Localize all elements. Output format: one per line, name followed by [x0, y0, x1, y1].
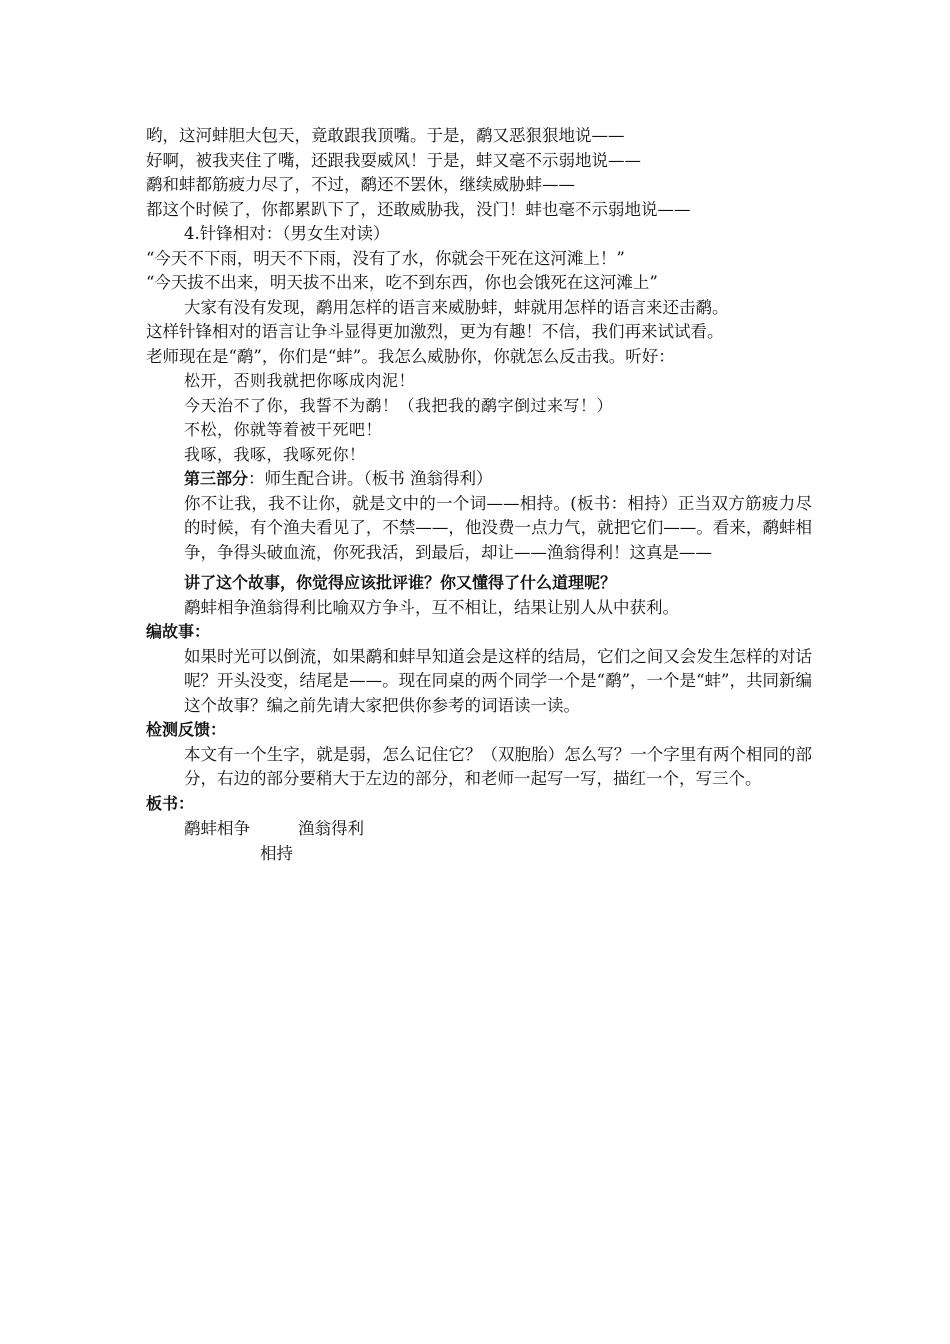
- teacher-line-2: 今天治不了你，我誓不为鹬！（我把我的鹬字倒过来写！）: [184, 395, 614, 415]
- board-heading: 板书：: [146, 793, 195, 813]
- discover-line-3: 老师现在是“鹬”，你们是“蚌”。我怎么威胁你，你就怎么反击我。听好：: [146, 346, 675, 366]
- part-3-rest: ：师生配合讲。（板书 渔翁得利）: [248, 469, 493, 488]
- board-center: 相持: [260, 844, 293, 863]
- teacher-line-3: 不松，你就等着被干死吧！: [184, 420, 383, 439]
- dialogue-line-4: 都这个时候了，你都累趴下了，还敢威胁我，没门！蚌也毫不示弱地说——: [146, 199, 691, 219]
- part-3-heading: [146, 467, 812, 492]
- part-3-label: 第三部分: [184, 469, 249, 488]
- dialogue-line-3: 鹬和蚌都筋疲力尽了，不过，鹬还不罢休，继续威胁蚌——: [146, 175, 575, 194]
- board-right: 渔翁得利: [298, 818, 364, 838]
- teacher-line-1: 松开，否则我就把你啄成肉泥！: [184, 371, 416, 390]
- board-left: 鹬蚌相争: [184, 818, 250, 838]
- moral-line: 鹬蚌相争渔翁得利比喻双方争斗，互不相让，结果让别人从中获利。: [184, 597, 679, 617]
- dialogue-line-1: 哟，这河蚌胆大包天，竟敢跟我顶嘴。于是，鹬又恶狠狠地说——: [146, 126, 625, 145]
- feedback-paragraph: 本文有一个生字，就是弱，怎么记住它？（双胞胎）怎么写？一个字里有两个相同的部分，右边的部分要稍大于左边的部分，和老师一起写一写，描红一个，写三个。: [184, 744, 812, 788]
- discover-line-1: 大家有没有发现，鹬用怎样的语言来威胁蚌，蚌就用怎样的语言来还击鹬。: [184, 297, 729, 317]
- section-4-title: 4.针锋相对：（男女生对读）: [184, 224, 390, 243]
- feedback-heading: 检测反馈：: [146, 720, 227, 739]
- quote-egret: “今天不下雨，明天不下雨，没有了水，你就会干死在这河滩上！”: [146, 248, 625, 268]
- board-row: [146, 816, 812, 842]
- lesson-text: [146, 124, 812, 868]
- question-line: 讲了这个故事，你觉得应该批评谁？你又懂得了什么道理呢？: [184, 573, 617, 592]
- teacher-line-4: 我啄，我啄，我啄死你！: [184, 444, 366, 464]
- story-paragraph: 如果时光可以倒流，如果鹬和蚌早知道会是这样的结局，它们之间又会发生怎样的对话呢？开头没变，结尾是——。现在同桌的两个同学一个是“鹬”，一个是“蚌”，共同新编这个故事？编之前先请大家把供你参考的词语读一读。: [184, 646, 812, 715]
- story-heading: 编故事：: [146, 622, 211, 641]
- part-3-paragraph: 你不让我，我不让你，就是文中的一个词——相持。(板书：相持）正当双方筋疲力尽的时候，有个渔夫看见了，不禁——，他没费一点力气，就把它们——。看来，鹬蚌相争，争得头破血流，你死我活，到最后，却让——渔翁得利！这真是——: [184, 493, 812, 562]
- quote-clam: “今天拔不出来，明天拔不出来，吃不到东西，你也会饿死在这河滩上”: [146, 273, 658, 292]
- dialogue-line-2: 好啊，被我夹住了嘴，还跟我耍威风！于是，蚌又毫不示弱地说——: [146, 150, 641, 170]
- discover-line-2: 这样针锋相对的语言让争斗显得更加激烈，更为有趣！不信，我们再来试试看。: [146, 322, 724, 341]
